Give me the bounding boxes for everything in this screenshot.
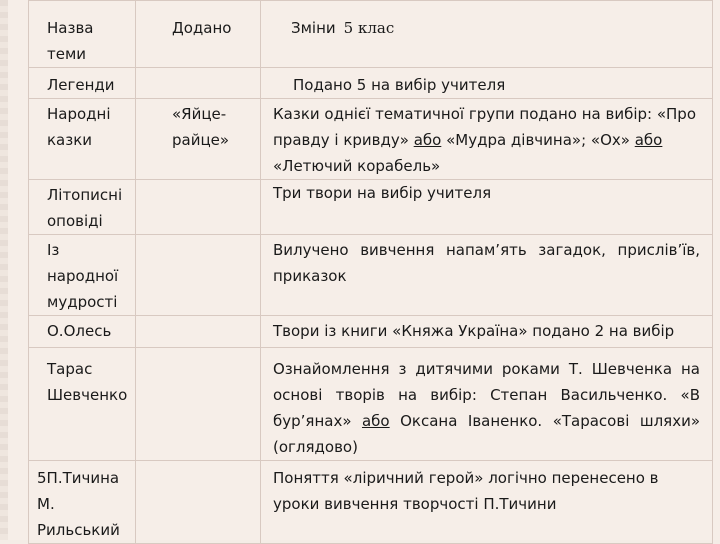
row-added — [136, 348, 261, 461]
row-changes: Поняття «ліричний герой» логічно перенесено в уроки вивчення творчості П.Тичини — [261, 461, 713, 544]
table-row — [29, 180, 713, 235]
table-row — [29, 235, 713, 316]
row-added — [136, 180, 261, 235]
row-changes: Вилучено вивчення напам’ять загадок, прислів’їв, приказок — [261, 235, 713, 316]
table-row — [29, 99, 713, 180]
row-changes: Казки однієї тематичної групи подано на вибір: «Про правду і кривду» або «Мудра дівчина»; «Ох» або «Летючий корабель» — [261, 99, 713, 180]
curriculum-changes-table — [28, 0, 713, 544]
row-topic: Літописні оповіді — [29, 180, 136, 235]
row-changes: Три твори на вибір учителя — [261, 180, 713, 235]
table-header-row — [29, 1, 713, 68]
table-row — [29, 348, 713, 461]
grade-label: 5 клас — [343, 19, 395, 37]
table-row — [29, 68, 713, 99]
or-word: або — [413, 131, 442, 149]
row-added — [136, 68, 261, 99]
or-word: або — [634, 131, 663, 149]
table-row — [29, 316, 713, 348]
header-changes-label: Зміни — [291, 19, 336, 37]
row-topic: Народні казки — [29, 99, 136, 180]
header-topic-label: Назва теми — [47, 19, 94, 63]
header-added-label: Додано — [172, 19, 232, 37]
header-added — [136, 1, 261, 68]
row-topic: 5П.Тичина М. Рильський — [29, 461, 136, 544]
row-topic: Легенди — [29, 68, 136, 99]
row-added: «Яйце-райце» — [136, 99, 261, 180]
header-changes — [261, 1, 713, 68]
or-word: або — [361, 412, 390, 430]
row-changes: Твори із книги «Княжа Україна» подано 2 на вибір — [261, 316, 713, 348]
decorative-edge — [0, 0, 8, 540]
row-changes: Подано 5 на вибір учителя — [261, 68, 713, 99]
row-added — [136, 235, 261, 316]
row-added — [136, 316, 261, 348]
row-changes: Ознайомлення з дитячими роками Т. Шевченка на основі творів на вибір: Степан Васильченко. «В бур’янах» або Оксана Іваненко. «Тарасові шляхи» (оглядово) — [261, 348, 713, 461]
row-topic: О.Олесь — [29, 316, 136, 348]
row-added — [136, 461, 261, 544]
table-row — [29, 461, 713, 544]
row-topic: Із народної мудрості — [29, 235, 136, 316]
header-topic — [29, 1, 136, 68]
row-topic: Тарас Шевченко — [29, 348, 136, 461]
